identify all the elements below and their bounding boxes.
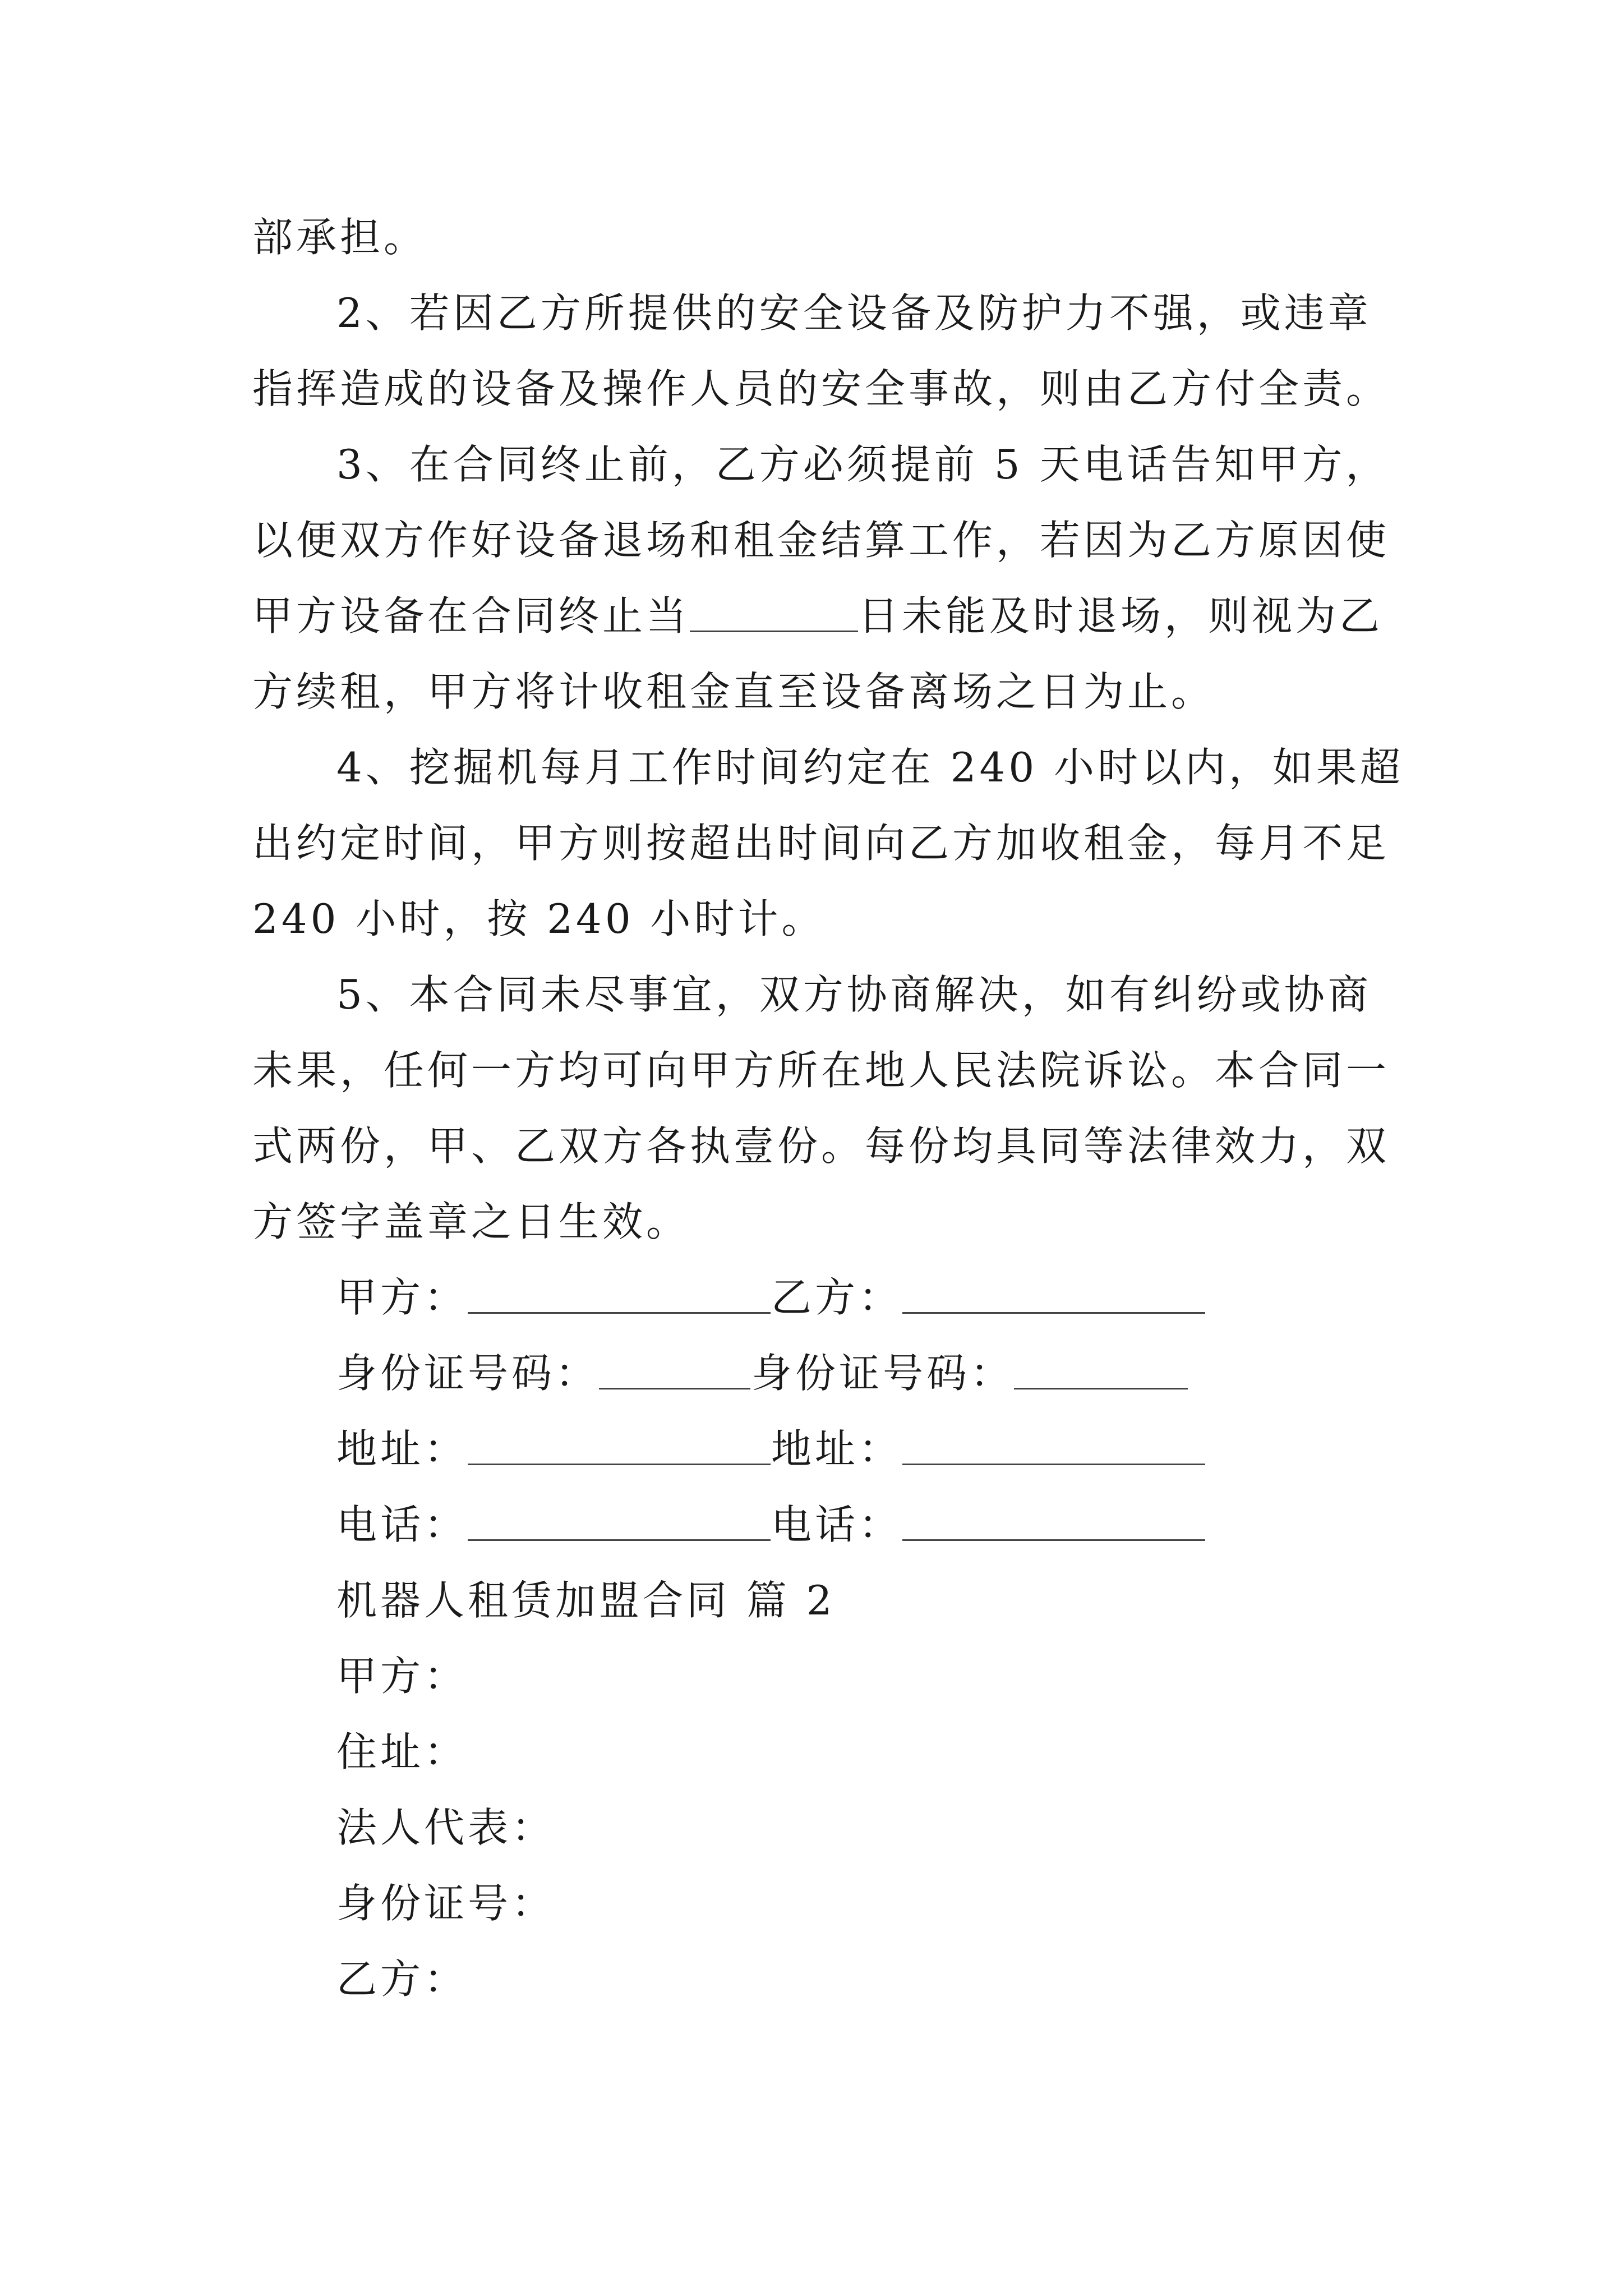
- paragraph-line: 出约定时间，甲方则按超出时间向乙方加收租金，每月不足: [252, 820, 1390, 867]
- text-segment: 甲方设备在合同终止当: [252, 592, 690, 639]
- section-title: 机器人租赁加盟合同 篇 2: [336, 1577, 836, 1624]
- party-b-field: [771, 1259, 1205, 1336]
- paragraph-line: 方签字盖章之日生效。: [252, 1198, 690, 1245]
- id-blank: [599, 1349, 750, 1389]
- address-line: 住址：: [336, 1728, 468, 1775]
- legal-rep-line: 法人代表：: [336, 1804, 556, 1851]
- party-b-label: 乙方：: [771, 1274, 903, 1321]
- address-blank: [902, 1424, 1205, 1465]
- party-a-line: 甲方：: [336, 1653, 468, 1700]
- party-a-field: [336, 1259, 771, 1336]
- paragraph-line: 3、在合同终止前，乙方必须提前 5 天电话告知甲方，: [336, 441, 1390, 488]
- paragraph-line: 5、本合同未尽事宜，双方协商解决，如有纠纷或协商: [336, 971, 1372, 1018]
- id-label: 身份证号码：: [336, 1350, 600, 1397]
- paragraph-line: 式两份，甲、乙双方各执壹份。每份均具同等法律效力，双: [252, 1122, 1390, 1170]
- party-a-phone-field: [336, 1487, 771, 1563]
- phone-blank: [902, 1500, 1205, 1541]
- party-a-label: 甲方：: [336, 1274, 468, 1321]
- party-a-blank: [468, 1273, 771, 1314]
- party-b-phone-field: [771, 1487, 1205, 1563]
- paragraph-line: 4、挖掘机每月工作时间约定在 240 小时以内，如果超: [336, 744, 1404, 791]
- paragraph-line: 以便双方作好设备退场和租金结算工作，若因为乙方原因使: [252, 517, 1390, 564]
- paragraph-line: 指挥造成的设备及操作人员的安全事故，则由乙方付全责。: [252, 365, 1390, 412]
- paragraph-line: 部承担。: [252, 214, 428, 261]
- phone-blank: [468, 1500, 771, 1541]
- paragraph-line: 未果，任何一方均可向甲方所在地人民法院诉讼。本合同一: [252, 1047, 1390, 1094]
- address-blank: [468, 1424, 771, 1465]
- party-a-address-field: [336, 1411, 771, 1487]
- id-blank: [1014, 1349, 1188, 1389]
- id-label: 身份证号码：: [751, 1350, 1015, 1397]
- fill-in-blank: [690, 591, 858, 632]
- id-number-line: 身份证号：: [336, 1880, 556, 1927]
- party-b-address-field: [771, 1411, 1205, 1487]
- party-a-id-field: [336, 1335, 750, 1411]
- party-b-line: 乙方：: [336, 1955, 468, 2003]
- paragraph-line: [252, 578, 1402, 654]
- party-b-id-field: [751, 1335, 1188, 1411]
- paragraph-line: 240 小时，按 240 小时计。: [252, 895, 826, 942]
- party-b-blank: [902, 1273, 1205, 1314]
- address-label: 地址：: [771, 1425, 903, 1473]
- paragraph-line: 2、若因乙方所提供的安全设备及防护力不强，或违章: [336, 289, 1372, 337]
- paragraph-line: 方续租，甲方将计收租金直至设备离场之日为止。: [252, 668, 1215, 715]
- address-label: 地址：: [336, 1425, 468, 1473]
- text-segment: 日未能及时退场，则视为乙: [858, 592, 1384, 639]
- phone-label: 电话：: [771, 1501, 903, 1548]
- phone-label: 电话：: [336, 1501, 468, 1548]
